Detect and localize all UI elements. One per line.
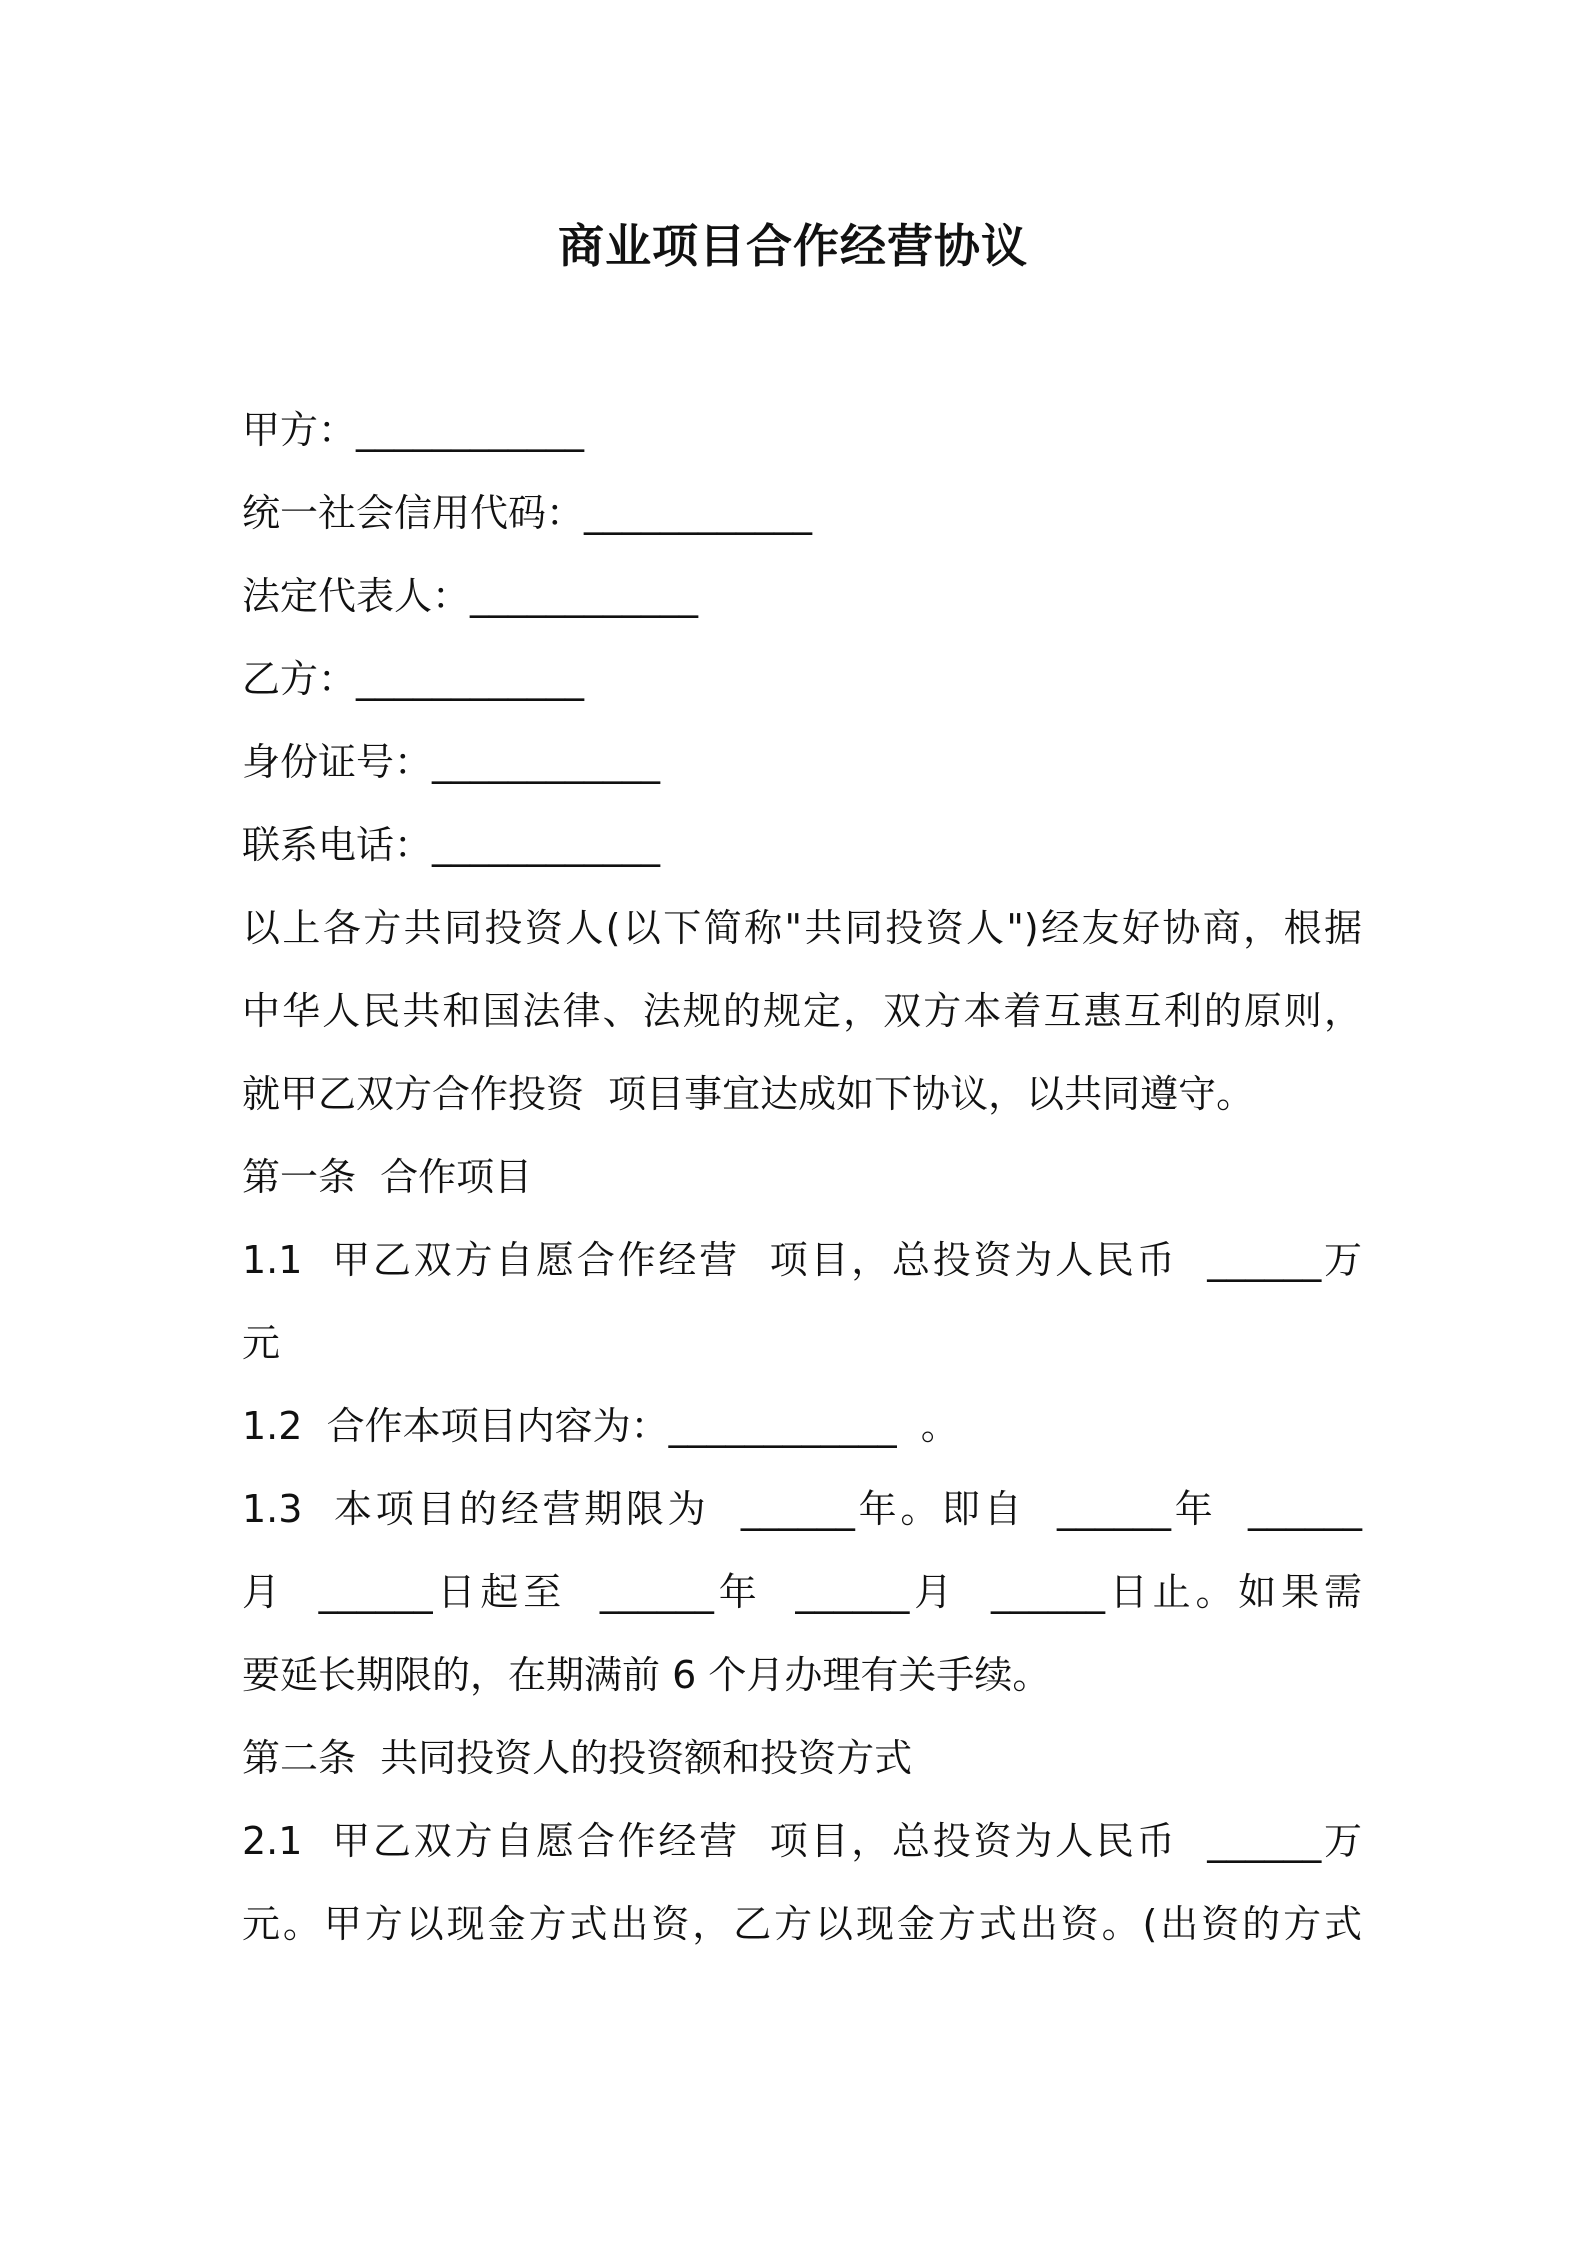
- legal-rep-line: 法定代表人：____________: [242, 574, 699, 618]
- clause-1-1-line-1: 1.1 甲乙双方自愿合作经营 项目，总投资为人民币 ______万: [242, 1238, 1362, 1282]
- party-a-line: 甲方：____________: [242, 408, 585, 452]
- clause-1-3-line-2: 月 ______日起至 ______年 ______月 ______日止。如果需: [242, 1570, 1362, 1614]
- credit-code-line: 统一社会信用代码：____________: [242, 491, 813, 535]
- clause-1-2: 1.2 合作本项目内容为：____________ 。: [242, 1404, 959, 1448]
- clause-2-1-line-2: 元。甲方以现金方式出资，乙方以现金方式出资。(出资的方式: [242, 1902, 1362, 1946]
- clause-2-1-line-1: 2.1 甲乙双方自愿合作经营 项目，总投资为人民币 ______万: [242, 1819, 1362, 1863]
- preamble-line-1: 以上各方共同投资人(以下简称"共同投资人")经友好协商，根据: [242, 906, 1362, 950]
- preamble-line-3: 就甲乙双方合作投资 项目事宜达成如下协议，以共同遵守。: [242, 1072, 1255, 1116]
- preamble-line-2: 中华人民共和国法律、法规的规定，双方本着互惠互利的原则，: [242, 989, 1362, 1033]
- article-1-heading: 第一条 合作项目: [242, 1155, 533, 1199]
- article-2-heading: 第二条 共同投资人的投资额和投资方式: [242, 1736, 913, 1780]
- clause-1-1-line-2: 元: [242, 1321, 281, 1365]
- clause-1-3-line-3: 要延长期限的，在期满前 6 个月办理有关手续。: [242, 1653, 1051, 1697]
- party-b-line: 乙方：____________: [242, 657, 585, 701]
- phone-line: 联系电话：____________: [242, 823, 661, 867]
- clause-1-3-line-1: 1.3 本项目的经营期限为 ______年。即自 ______年 ______: [242, 1487, 1362, 1531]
- document-title: 商业项目合作经营协议: [558, 219, 1028, 273]
- id-number-line: 身份证号：____________: [242, 740, 661, 784]
